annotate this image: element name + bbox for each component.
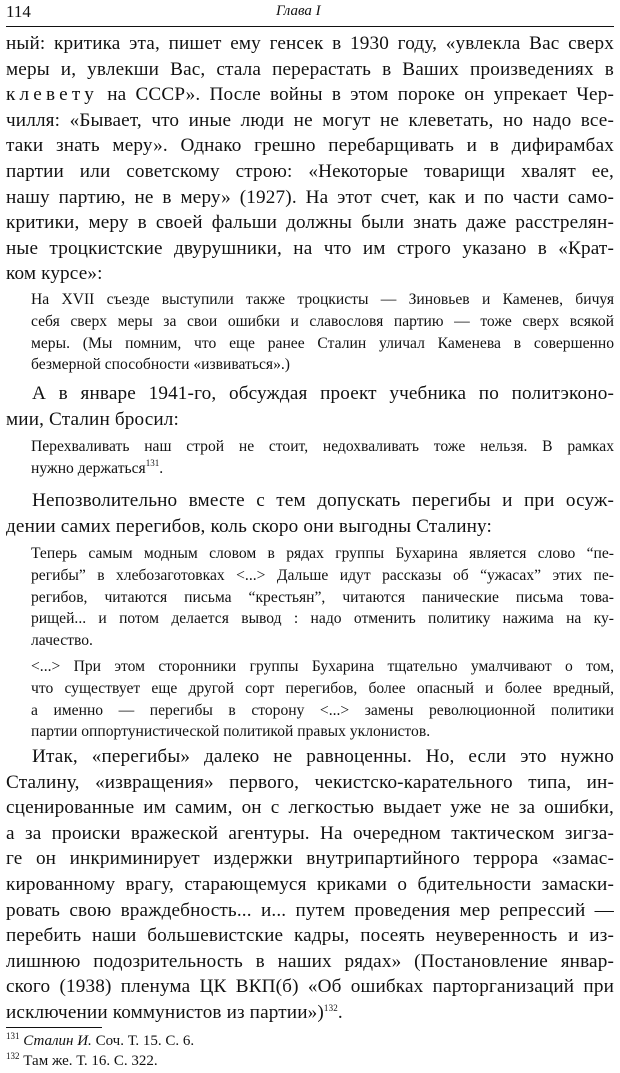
quote-line: <...> При этом сторонники группы Бухарина тщательно умалчивают о том, (31, 658, 614, 675)
text-line: Итак, «перегибы» далеко не равноценны. Но, если это нужно (32, 746, 614, 767)
footnote-author: Сталин И. (23, 1033, 92, 1049)
page-number: 114 (6, 2, 31, 21)
body-paragraph (6, 381, 614, 432)
quote-line: регибов, читаются письма “крестьян”, читаются панические письма това- (31, 588, 614, 606)
block-quote (31, 436, 614, 480)
text-line: а за происки вражеской агентуры. На очередном тактическом зигза- (6, 822, 614, 844)
header-rule (6, 26, 614, 27)
footnote (6, 1052, 158, 1070)
quote-line: Перехваливать наш строй не стоит, недохваливать тоже нельзя. В рамках (31, 438, 614, 455)
text-line: кированному врагу, старающемуся криками о бдительности замаски- (6, 873, 614, 895)
quote-line: партии оппортунистической политикой правых уклонистов. (31, 723, 431, 741)
text-line: ге он инкриминирует издержки внутрипартийного террора «замас- (6, 848, 614, 870)
quote-line: регибы” в хлебозаготовках <...> Дальше идут рассказы об “ужасах” этих пе- (31, 566, 614, 584)
block-quote (31, 289, 614, 376)
text-line: мии, Сталин бросил: (6, 408, 179, 430)
footnote-ref: 132 (323, 1002, 338, 1013)
text-line: таки знать меру». Однако грешно перебарщивать и в дифирамбах (6, 135, 614, 157)
body-paragraph (6, 31, 614, 287)
quote-line: что существует еще другой сорт перегибов, более опасный и более вредный, (31, 679, 614, 697)
text-line: критики, меру в своей фальши должны были знать даже расстрелян- (6, 212, 614, 234)
text-line: А в январе 1941-го, обсуждая проект учебника по политэконо- (32, 383, 614, 404)
text-line: Сталину, «извращения» первого, чекистско-карательного типа, ин- (6, 771, 614, 793)
text-line: нашу партию, не в меру» (1927). На этот счет, как и по части само- (6, 186, 614, 208)
text-line: сценированные им самим, он с легкостью выдает уже не за ошибки, (6, 797, 614, 819)
running-head: Глава I (276, 3, 321, 19)
quote-line: себя сверх меры за свои ошибки и славословя партию — тоже сверх всякой (31, 312, 614, 330)
text-line: дении самих перегибов, коль скоро они выгодны Сталину: (6, 515, 493, 537)
text-line: перебить наши большевистские кадры, посеять неуверенность и из- (6, 925, 614, 947)
block-quote (31, 656, 614, 743)
text-line: партии или советскому строю: «Некоторые товарищи хвалят ее, (6, 160, 614, 182)
text-line: ные троцкистские двурушники, на что им строго указано в «Крат- (6, 237, 614, 259)
text-line: исключении коммунистов из партии»)$^{132}$. (6, 1001, 343, 1023)
block-quote (31, 543, 614, 652)
footnote-text: Соч. Т. 15. С. 6. (95, 1033, 195, 1049)
text-line: ный: критика эта, пишет ему генсек в 1930 году, «увлекла Вас сверх (6, 33, 614, 54)
quote-line: нужно держаться$^{131}$. (31, 457, 164, 477)
text-line: ровать свою враждебность... и... путем проведения мер репрессий — (6, 899, 614, 921)
text-line: лишнюю подозрительность в наших рядах» (Постановление январ- (6, 950, 614, 972)
quote-line: лачество. (31, 632, 93, 650)
quote-line: рищей... и потом делается вывод : надо отменить политику нажима на ку- (31, 610, 614, 628)
text-line: ского (1938) пленума ЦК ВКП(б) «Об ошибках парторганизаций при (6, 976, 614, 998)
footnote-number: 132 (6, 1051, 20, 1061)
quote-line: На XVII съезде выступили также троцкисты — Зиновьев и Каменев, бичуя (31, 291, 614, 308)
quote-line: а именно — перегибы в сторону <...> замены революционной политики (31, 701, 614, 719)
text-line: чилля: «Бывает, что иные люди не могут не клеветать, но надо все- (6, 109, 614, 131)
text-line: меры и, увлекши Вас, стала перерастать в Ваших произведениях в (6, 58, 614, 80)
footnote-rule (6, 1027, 102, 1028)
quote-line: Теперь самым модным словом в рядах группы Бухарина является слово “пе- (31, 545, 614, 562)
footnote-ref: 131 (145, 457, 160, 468)
quote-line: меры. (Мы помним, что еще ранее Сталин уличал Каменева в совершенно (31, 334, 614, 352)
text-line: ком курсе»: (6, 263, 103, 285)
footnote-number: 131 (6, 1031, 20, 1041)
text-line: Непозволительно вместе с тем допускать перегибы и при осуж- (32, 490, 614, 511)
body-paragraph (6, 488, 614, 539)
emphasized-word: клевету (6, 84, 99, 106)
body-paragraph (6, 744, 614, 1026)
quote-line: безмерной способности «извиваться».) (31, 356, 290, 374)
text-line: клевету на СССР». После войны в этом пороке он упрекает Чер- (6, 84, 614, 106)
footnote-text: Там же. Т. 16. С. 322. (23, 1053, 158, 1069)
page-header (6, 2, 614, 24)
footnote (6, 1032, 194, 1050)
